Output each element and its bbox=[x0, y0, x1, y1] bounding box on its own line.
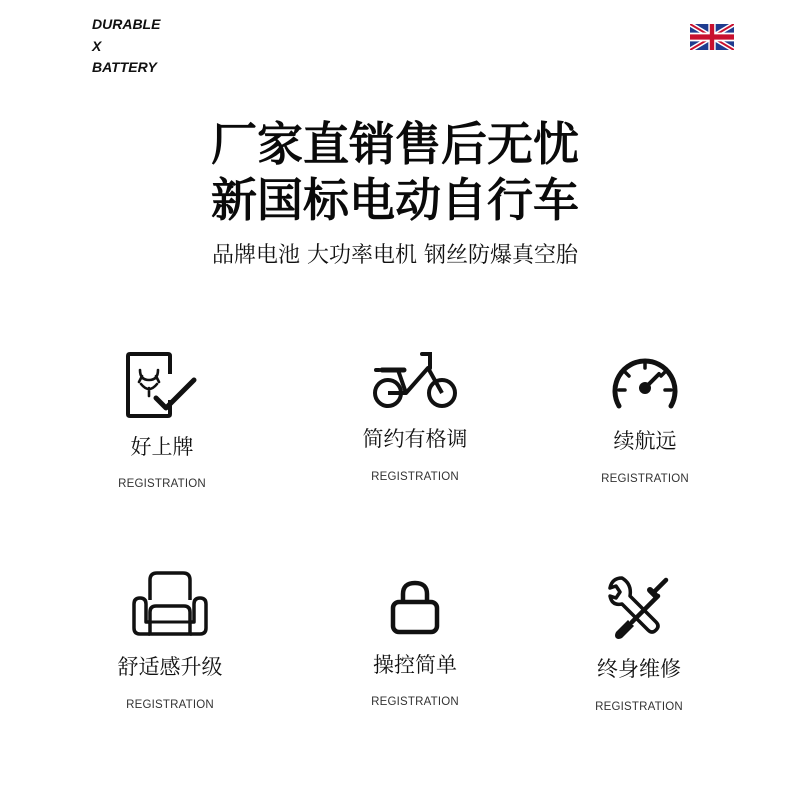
headline-line-2: 新国标电动自行车 bbox=[211, 173, 579, 227]
headline-line-1: 厂家直销售后无忧 bbox=[211, 117, 579, 171]
feature-item-range bbox=[535, 350, 755, 490]
feature-caption: REGISTRATION bbox=[126, 699, 214, 711]
feature-item-style bbox=[305, 348, 525, 488]
brand-line-1: DURABLE bbox=[92, 16, 161, 32]
feature-caption: REGISTRATION bbox=[371, 696, 459, 708]
feature-title: 简约有格调 bbox=[362, 427, 468, 451]
feature-title: 好上牌 bbox=[130, 435, 194, 459]
feature-subline: 品牌电池 大功率电机 钢丝防爆真空胎 bbox=[212, 243, 578, 268]
license-plate-check-icon bbox=[122, 350, 202, 420]
brand-line-3: BATTERY bbox=[92, 59, 157, 75]
feature-title: 舒适感升级 bbox=[117, 655, 223, 679]
brand-logo-text bbox=[92, 14, 160, 79]
armchair-icon bbox=[130, 570, 210, 640]
feature-caption: REGISTRATION bbox=[595, 701, 683, 713]
feature-caption: REGISTRATION bbox=[371, 471, 459, 483]
uk-flag-icon[interactable] bbox=[690, 24, 734, 50]
padlock-icon bbox=[385, 578, 445, 636]
feature-item-maintenance bbox=[529, 572, 749, 717]
feature-item-comfort bbox=[60, 570, 280, 715]
brand-line-2: X bbox=[92, 37, 102, 54]
feature-caption: REGISTRATION bbox=[118, 478, 206, 490]
tools-icon bbox=[604, 572, 674, 642]
feature-title: 操控简单 bbox=[373, 653, 457, 677]
bicycle-icon bbox=[370, 348, 460, 412]
speedometer-icon bbox=[605, 350, 685, 414]
feature-item-registration bbox=[52, 350, 272, 500]
feature-caption: REGISTRATION bbox=[601, 473, 689, 485]
feature-title: 终身维修 bbox=[597, 657, 681, 681]
feature-title: 续航远 bbox=[613, 429, 677, 453]
feature-item-control bbox=[305, 578, 525, 713]
